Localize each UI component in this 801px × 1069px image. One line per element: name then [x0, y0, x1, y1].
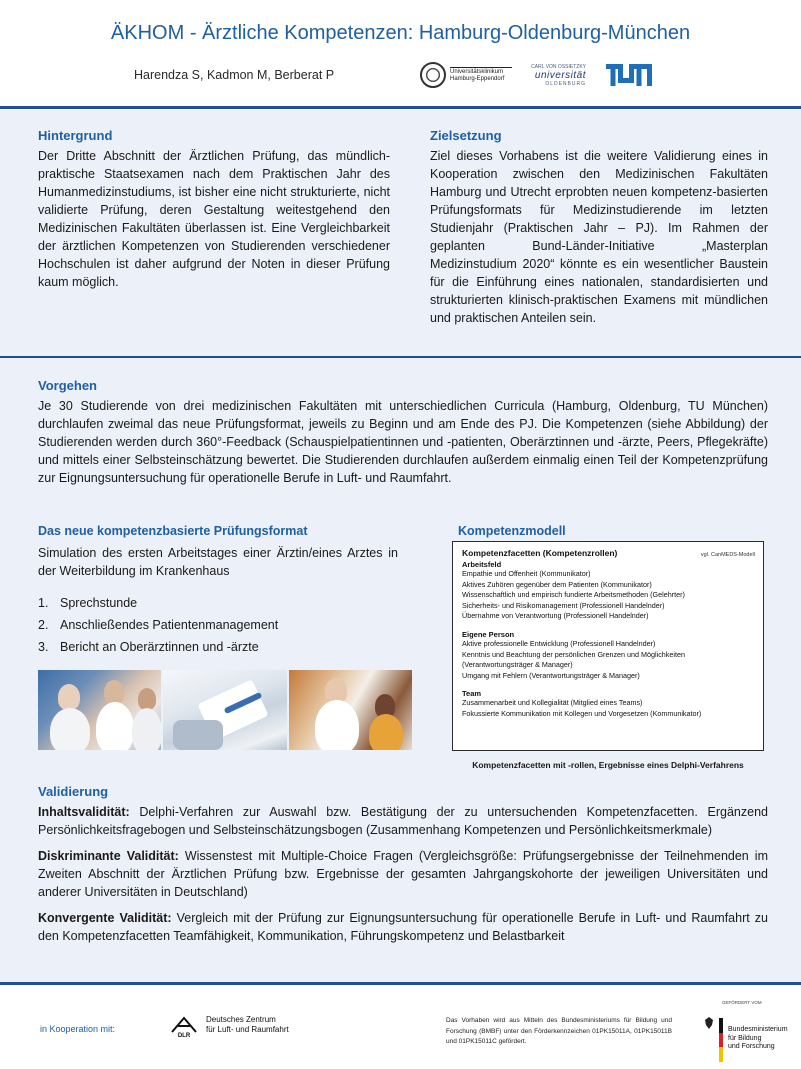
hintergrund-heading: Hintergrund: [38, 128, 113, 143]
step-label: Anschließendes Patientenmanagement: [60, 618, 279, 632]
authors: Harendza S, Kadmon M, Berberat P: [134, 68, 335, 82]
uke-logo: [420, 62, 512, 88]
funding-note: Das Vorhaben wird aus Mitteln des Bundesministeriums für Bildung und Forschung (BMBF) unter den Förderkennzeichen 01PK15011A, 01PK15011B und 01PK15011C gefördert.: [446, 1017, 672, 1045]
footer-rule: [0, 982, 801, 985]
dlr-logo: [168, 1012, 289, 1038]
zielsetzung-heading: Zielsetzung: [430, 128, 502, 143]
logo-row: [420, 58, 654, 92]
model-header-title: Kompetenzfacetten (Kompetenzrollen): [462, 548, 618, 558]
model-header: [462, 548, 755, 558]
kompetenzmodell-heading: Kompetenzmodell: [458, 524, 566, 538]
validierung-label: Konvergente Validität:: [38, 911, 172, 925]
kompetenzmodell-caption: Kompetenzfacetten mit -rollen, Ergebnisse eines Delphi-Verfahrens: [472, 760, 744, 770]
validierung-paragraph: [38, 909, 768, 945]
model-item: Kenntnis und Beachtung der persönlichen Grenzen und Möglichkeiten: [462, 649, 685, 659]
list-item: [38, 592, 398, 614]
model-group-title: Team: [462, 689, 482, 699]
format-heading: Das neue kompetenzbasierte Prüfungsformat: [38, 524, 308, 538]
model-group-title: Arbeitsfeld: [462, 560, 502, 569]
model-item: Aktives Zuhören gegenüber dem Patienten (Kommunikator): [462, 579, 652, 589]
bmbf-logo: [704, 1000, 794, 1062]
dlr-abbr: DLR: [177, 1033, 191, 1038]
poster-footer: [0, 986, 801, 1069]
dlr-icon: [168, 1012, 200, 1038]
model-item: Zusammenarbeit und Kollegialität (Mitglied eines Teams): [462, 698, 643, 708]
model-item: Fokussierte Kommunikation mit Kollegen und Vorgesetzen (Kommunikator): [462, 708, 702, 718]
dlr-line-1: Deutsches Zentrum: [206, 1015, 276, 1024]
step-label: Bericht an Oberärztinnen und -ärzte: [60, 640, 259, 654]
vorgehen-heading: Vorgehen: [38, 378, 97, 393]
list-item: [38, 614, 398, 636]
kompetenzmodell-box: [452, 541, 764, 751]
validierung-paragraph: [38, 847, 768, 901]
model-item: Wissenschaftlich und empirisch fundierte Arbeitsmethoden (Gelehrter): [462, 590, 685, 600]
poster-title: ÄKHOM - Ärztliche Kompetenzen: Hamburg-Oldenburg-München: [110, 22, 691, 44]
bmbf-row: [704, 1008, 794, 1062]
step-number: 3.: [38, 640, 49, 654]
oldenburg-logo-sub: OLDENBURG: [545, 80, 586, 87]
hintergrund-text: Der Dritte Abschnitt der Ärztlichen Prüfung, das mündlich-praktische Staatsexamen nach dem Praktischen Jahr des Humanmedizinstudiums, ist bisher eine nicht strukturierte, nicht validierte Prüfung, deren Gestaltung weitestgehend den Medizinischen Fakultäten überlassen ist. Eine Vergleichbarkeit der ärztlichen Kompetenzen von Studierenden verschiedener Hochschulen ist daher aufgrund der Noten in dieser Prüfung kaum möglich.: [38, 149, 390, 289]
validierung-label: Inhaltsvalidität:: [38, 805, 130, 819]
section-format: [38, 524, 398, 658]
format-steps: [38, 592, 398, 658]
bmbf-text: [728, 1026, 788, 1062]
tum-logo-icon: [606, 62, 654, 88]
dlr-line-2: für Luft- und Raumfahrt: [206, 1025, 289, 1034]
model-item: Übernahme von Verantwortung (Professionell Handelnder): [462, 611, 649, 621]
dlr-text: [206, 1015, 289, 1035]
bmbf-top-label: GEFÖRDERT VOM: [722, 1000, 762, 1005]
model-item: Umgang mit Fehlern (Verantwortungsträger & Manager): [462, 670, 640, 680]
bmbf-line-3: und Forschung: [728, 1043, 775, 1050]
eagle-icon: [704, 1016, 714, 1028]
photo-doctors-team: [38, 670, 161, 750]
oldenburg-logo-main: universität: [534, 69, 586, 81]
validierung-label: Diskriminante Validität:: [38, 849, 179, 863]
bmbf-line-1: Bundesministerium: [728, 1026, 788, 1033]
photo-strip: [38, 670, 412, 750]
zielsetzung-text: Ziel dieses Vorhabens ist die weitere Validierung eines in Kooperation zwischen den Medizinischen Fakultäten Hamburg und Utrecht erprobten neuen kompetenz-basierten Prüfungsformats für Medizinstudierende im letzten Studienjahr (Praktischen Jahr – PJ). Im Rahmen der geplanten Bund-Länder-Initiative „Masterplan Medizinstudium 2020“ könnte es ein wesentlicher Baustein für die Einführung eines nationalen, standardisierten und strukturierten klinisch-praktischen Examens mit mündlichen und praktischen Anteilen sein.: [430, 149, 768, 325]
model-item: Empathie und Offenheit (Kommunikator): [462, 569, 591, 578]
poster-header: [0, 0, 801, 110]
oldenburg-logo-small: CARL VON OSSIETZKY: [531, 63, 586, 70]
cooperation-label: in Kooperation mit:: [40, 1024, 116, 1034]
step-number: 1.: [38, 596, 49, 610]
step-number: 2.: [38, 618, 49, 632]
model-item: Sicherheits- und Risikomanagement (Professionell Handelnder): [462, 600, 665, 610]
model-item: Aktive professionelle Entwicklung (Professionell Handelnder): [462, 638, 656, 648]
section-validierung: [38, 784, 768, 953]
validierung-paragraph: [38, 803, 768, 839]
validierung-text: Vergleich mit der Prüfung zur Eignungsuntersuchung für operationelle Berufe in Luft- und Raumfahrt zu den Kompetenzfacetten Teamfähigkeit, Kommunikation, Führungskompetenz und Belastbarkeit: [38, 911, 768, 943]
model-item: (Verantwortungsträger & Manager): [462, 660, 573, 670]
german-flag-icon: [719, 1018, 723, 1062]
header-rule: [0, 106, 801, 109]
bmbf-line-2: für Bildung: [728, 1034, 762, 1042]
uke-seal-icon: [420, 62, 446, 88]
section-vorgehen: [38, 378, 768, 487]
section-hintergrund: [38, 128, 390, 291]
vorgehen-text: Je 30 Studierende von drei medizinischen Fakultäten mit unterschiedlichen Curricula (Hamburg, Oldenburg, TU München) durchlaufen zweimal das neue Prüfungsformat, jeweils zu Beginn und am Ende des PJ. Die Kompetenzen (siehe Abbildung) der Studierenden werden durch 360°-Feedback (Schauspielpatientinnen und -patienten, Oberärztinnen und -ärzte, Peers, Pflegekräfte) und mittels einer Selbsteinschätzung bewertet. Die Studierenden durchlaufen außerdem einmalig einen Teil der Kompetenzprüfung zur Eignungsuntersuchung für operationelle Berufe in Luft- und Raumfahrt.: [38, 399, 768, 485]
step-label: Sprechstunde: [60, 596, 138, 610]
photo-clipboard: [163, 670, 286, 750]
photo-doctor-patient: [289, 670, 412, 750]
validierung-text: Wissenstest mit Multiple-Choice Fragen (Vergleichsgröße: Prüfungsergebnisse der Teilnehmenden im Zweiten Abschnitt der Ärztlichen Prüfung bzw. Ergebnisse der gesamten Jahrgangskohorte der jeweiligen Universitäten und anderer Universitäten in Deutschland): [38, 849, 768, 899]
model-reference: vgl. CanMEDS-Modell: [700, 552, 755, 558]
validierung-text: Delphi-Verfahren zur Auswahl bzw. Bestätigung der zu untersuchenden Kompetenzfacetten. Ergänzend Persönlichkeitsfragebogen und Selbsteinschätzungsbogen (Zusammenhang Kompetenzen und Persönlichkeitsmerkmale): [38, 805, 768, 837]
validierung-heading: Validierung: [38, 784, 109, 799]
list-item: [38, 636, 398, 658]
oldenburg-logo: [526, 64, 586, 87]
model-group-title: Eigene Person: [462, 629, 515, 639]
format-lead: Simulation des ersten Arbeitstages einer Ärztin/eines Arztes in der Weiterbildung im Krankenhaus: [38, 546, 398, 578]
section-zielsetzung: [430, 128, 768, 327]
uke-logo-text: Universitätsklinikum Hamburg-Eppendorf: [450, 67, 512, 83]
